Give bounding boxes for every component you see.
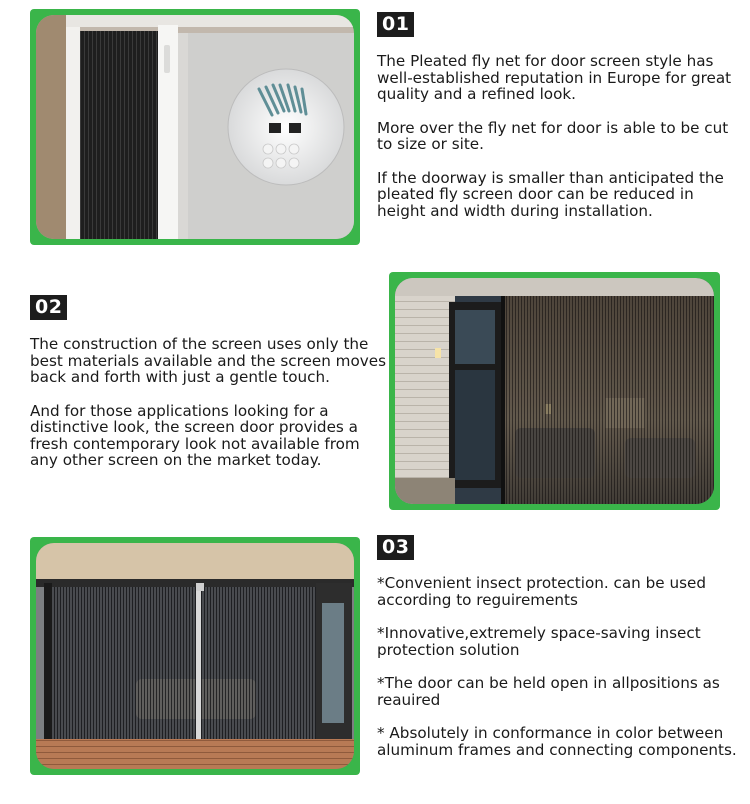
paragraph: *Innovative,extremely space-saving insect protection solution: [377, 624, 701, 659]
section-description: [377, 575, 739, 775]
section-number-badge: 01: [377, 12, 414, 37]
section-number-badge: 03: [377, 535, 414, 560]
paragraph: If the doorway is smaller than anticipated the pleated fly screen door can be reduced in height and width during installation.: [377, 168, 724, 220]
section-description: [30, 336, 390, 486]
paragraph: * Absolutely in conformance in color between aluminum frames and connecting components.: [377, 724, 737, 759]
paragraph: *The door can be held open in allpositions as reauired: [377, 674, 720, 709]
paragraph: *Convenient insect protection. can be used according to reguirements: [377, 574, 706, 609]
folding-screen-door-patio-photo: [36, 543, 354, 769]
paragraph: And for those applications looking for a distinctive look, the screen door provides a fresh contemporary look not available from any other screen on the market today.: [30, 401, 360, 469]
photo-frame-2: [389, 272, 720, 510]
photo-frame-3: [30, 537, 360, 775]
paragraph: More over the fly net for door is able to be cut to size or site.: [377, 118, 729, 153]
photo-frame-1: [30, 9, 360, 245]
door-frame-with-hardware-photo: [36, 15, 354, 239]
sliding-screen-door-night-photo: [395, 278, 714, 504]
paragraph: The construction of the screen uses only the best materials available and the screen moves back and forth with just a gentle touch.: [30, 335, 386, 386]
paragraph: The Pleated fly net for door screen style has well-established reputation in Europe for great quality and a refined look.: [377, 52, 732, 103]
section-description: [377, 53, 739, 236]
section-number-badge: 02: [30, 295, 67, 320]
